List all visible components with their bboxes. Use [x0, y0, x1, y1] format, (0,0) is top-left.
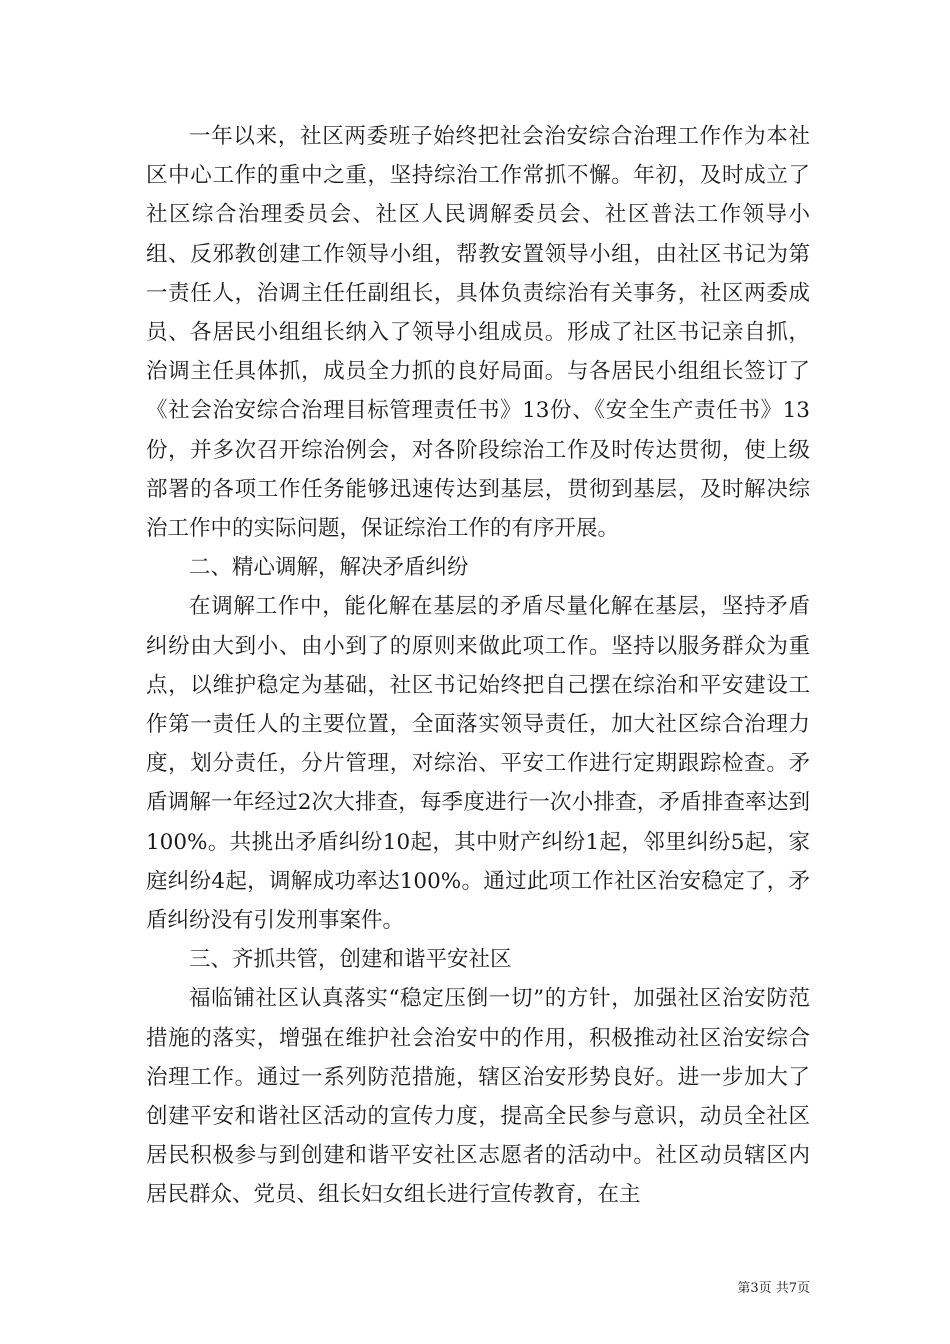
paragraph-harmony: 福临铺社区认真落实“稳定压倒一切”的方针，加强社区治安防范措施的落实，增强在维护社会治安中的作用，积极推动社区治安综合治理工作。通过一系列防范措施，辖区治安形势良好。进一步加大了创建平安和谐社区活动的宣传力度，提高全民参与意识，动员全社区居民积极参与到创建和谐平安社区志愿者的活动中。社区动员辖区内居民群众、党员、组长妇女组长进行宣传教育，在主 — [146, 986, 810, 1208]
section-heading-mediation: 二、精心调解，解决矛盾纠纷 — [189, 555, 469, 581]
body-text — [146, 117, 810, 1215]
paragraph-mediation: 在调解工作中，能化解在基层的矛盾尽量化解在基层，坚持矛盾纠纷由大到小、由小到了的原则来做此项工作。坚持以服务群众为重点，以维护稳定为基础，社区书记始终把自己摆在综治和平安建设工作第一责任人的主要位置，全面落实领导责任，加大社区综合治理力度，划分责任，分片管理，对综治、平安工作进行定期跟踪检查。矛盾调解一年经过2次大排查，每季度进行一次小排查，矛盾排查率达到100%。共挑出矛盾纠纷10起，其中财产纠纷1起，邻里纠纷5起，家庭纠纷4起，调解成功率达100%。通过此项工作社区治安稳定了，矛盾纠纷没有引发刑事案件。 — [146, 594, 810, 934]
paragraph-intro: 一年以来，社区两委班子始终把社会治安综合治理工作作为本社区中心工作的重中之重，坚持综治工作常抓不懈。年初，及时成立了社区综合治理委员会、社区人民调解委员会、社区普法工作领导小组、反邪教创建工作领导小组，帮教安置领导小组，由社区书记为第一责任人，治调主任任副组长，具体负责综治有关事务，社区两委成员、各居民小组组长纳入了领导小组成员。形成了社区书记亲自抓，治调主任具体抓，成员全力抓的良好局面。与各居民小组组长签订了《社会治安综合治理目标管理责任书》13份、《安全生产责任书》13份，并多次召开综治例会，对各阶段综治工作及时传达贯彻，使上级部署的各项工作任务能够迅速传达到基层，贯彻到基层，及时解决综治工作中的实际问题，保证综治工作的有序开展。 — [146, 124, 810, 542]
page-number-footer: 第3页 共7页 — [737, 1281, 810, 1296]
section-heading-harmony: 三、齐抓共管，创建和谐平安社区 — [189, 947, 512, 973]
